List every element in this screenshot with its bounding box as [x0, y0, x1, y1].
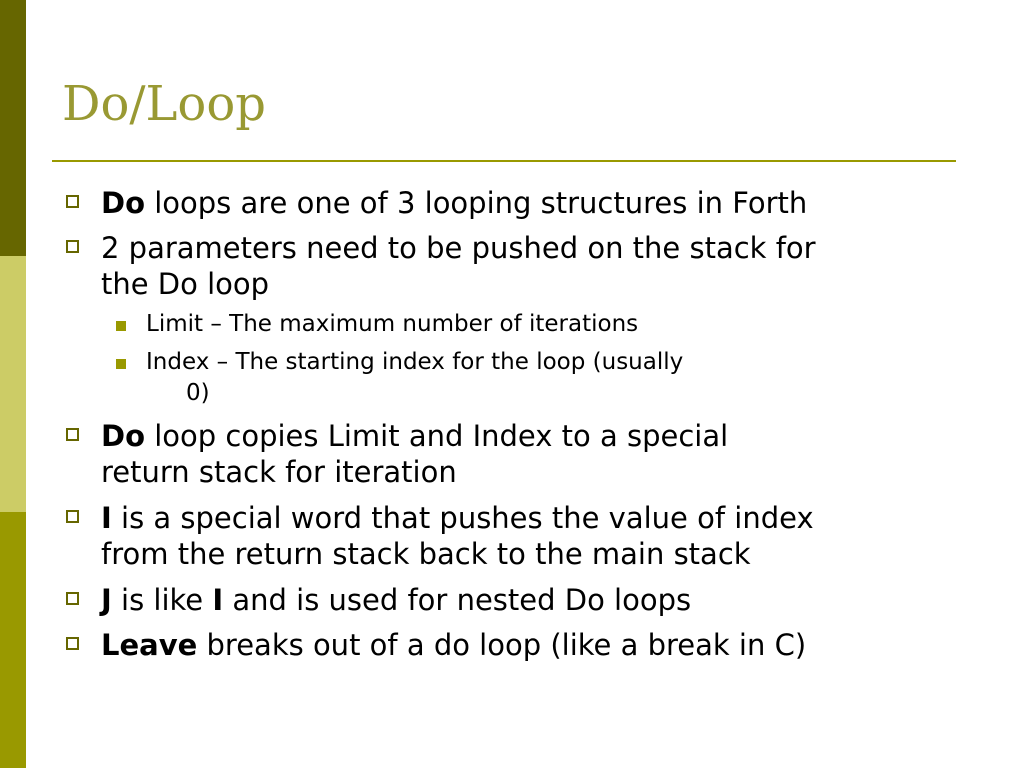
bullet-text-line2: from the return stack back to the main stack [101, 537, 751, 571]
bullet-do-loops [101, 185, 961, 221]
bullet-text-line2: the Do loop [101, 267, 270, 301]
side-band-middle [0, 256, 26, 512]
bullet-i-word [101, 500, 961, 572]
bullet-bold-term: Do [101, 186, 145, 220]
title-divider [52, 160, 956, 162]
bullet-j-word [101, 582, 961, 618]
bullet-text: is like [111, 583, 213, 617]
bullet-bold-term: I [212, 583, 224, 617]
bullet-leave [101, 627, 961, 663]
bullet-bold-term: I [101, 501, 112, 535]
slide-title: Do/Loop [62, 76, 266, 132]
bullet-text: loops are one of 3 looping structures in Forth [145, 186, 808, 220]
bullet-parameters [101, 230, 961, 302]
bullet-do-copies [101, 418, 961, 490]
bullet-bold-term: Leave [101, 628, 198, 662]
bullet-bold-term: J [101, 583, 112, 617]
bullet-bold-term: Do [101, 419, 145, 453]
bullet-text-line2: return stack for iteration [101, 455, 457, 489]
side-band-top [0, 0, 26, 256]
bullet-text-line1: 2 parameters need to be pushed on the stack for [101, 231, 816, 265]
sub-bullet-text-line1: Index – The starting index for the loop (usually [146, 349, 684, 375]
bullet-text-line1: loop copies Limit and Index to a special [145, 419, 729, 453]
bullet-text: breaks out of a do loop (like a break in C) [197, 628, 807, 662]
sub-bullet-index [146, 347, 906, 409]
sub-bullet-text-line2: 0) [186, 380, 210, 406]
sub-bullet-text: Limit – The maximum number of iterations [146, 311, 639, 337]
side-band-bottom [0, 512, 26, 768]
bullet-text: and is used for nested Do loops [223, 583, 692, 617]
sub-bullet-limit [146, 309, 906, 340]
bullet-text-line1: is a special word that pushes the value of index [111, 501, 814, 535]
